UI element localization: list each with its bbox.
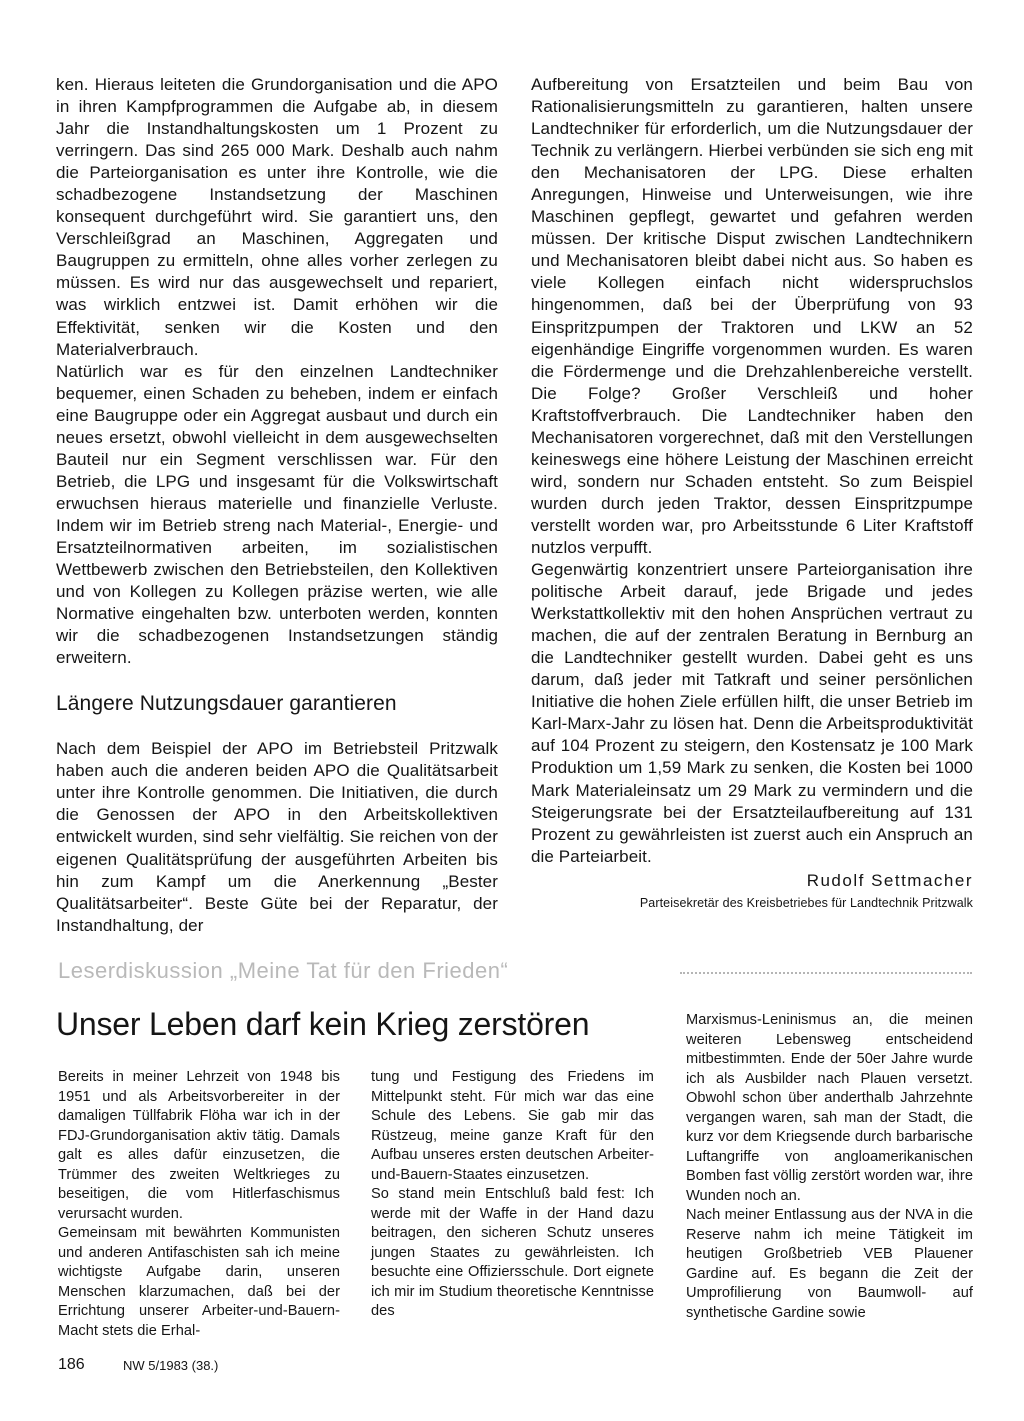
paragraph: So stand mein Entschluß bald fest: Ich werde mit der Waffe in der Hand dazu beitragen, den sicheren Schutz unseres jungen Staates zu gewährleisten. Ich besuchte eine Offiziersschule. Dort eignete ich mir im Studium theoretische Kenntnisse des: [371, 1186, 654, 1319]
author-name: Rudolf Settmacher: [806, 870, 973, 890]
paragraph: Bereits in meiner Lehrzeit von 1948 bis 1951 und als Arbeitsvorbereiter in der damaligen Tüllfabrik Flöha war ich in der FDJ-Grundorganisation aktiv tätig. Damals galt es alles dafür einzusetzen, die Trümmer des zweiten Weltkrieges zu beseitigen, die vom Hitlerfaschismus verursacht wurden.: [58, 1069, 340, 1222]
section-subheading: Längere Nutzungsdauer garantieren: [56, 692, 397, 716]
paragraph: ken. Hieraus leiteten die Grundorganisation und die APO in ihren Kampfprogrammen die Aufgabe ab, in diesem Jahr die Instandhaltungskosten um 1 Prozent zu verringern. Das sind 265 000 Mark. Deshalb auch nahm die Parteiorganisation es unter ihre Kontrolle, wie die schadbezogene Instandsetzung der Maschinen konsequent durchgeführt wird. Sie garantiert uns, den Verschleißgrad an Maschinen, Aggregaten und Baugruppen zu ermitteln, ohne alles vorher zerlegen zu müssen. Es wird nur das ausgewechselt und repariert, was wirklich entzwei ist. Damit erhöhen wir die Effektivität, senken wir die Kosten und den Materialverbrauch.: [56, 75, 498, 359]
kicker-divider: [680, 972, 972, 974]
paragraph: tung und Festigung des Friedens im Mittelpunkt steht. Für mich war das eine Schule des Lebens. Sie gab mir das Rüstzeug, meine ganze Kraft für den Aufbau unseres ersten deutschen Arbeiter-und-Bauern-Staates einzusetzen.: [371, 1069, 654, 1183]
article-top-left-column: [56, 74, 498, 937]
article-top-right-column: [531, 74, 973, 911]
paragraph: Gegenwärtig konzentriert unsere Parteiorganisation ihre politische Arbeit darauf, jede Brigade und jedes Werkstattkollektiv mit den hohen Ansprüchen vertraut zu machen, die auf der zentralen Beratung in Bernburg an die Landtechniker gestellt wurden. Dabei geht es uns darum, daß jeder mit Tatkraft und seiner persönlichen Initiative die hohen Ziele erfüllen hilft, die unser Betrieb im Karl-Marx-Jahr zu lösen hat. Denn die Arbeitsproduktivität auf 104 Prozent zu steigern, den Kostensatz je 100 Mark Produktion um 1,59 Mark zu senken, die Kosten bei 1000 Mark Materialeinsatz um 29 Mark zu vermindern und die Steigerungsrate bei der Ersatzteilaufbereitung auf 131 Prozent zu gewährleisten ist zuerst auch ein Anspruch an die Parteiarbeit.: [531, 560, 973, 866]
paragraph: Gemeinsam mit bewährten Kommunisten und anderen Antifaschisten sah ich meine wichtigste Aufgabe darin, unseren Menschen klarzumachen, daß bei der Errichtung unserer Arbeiter-und-Bauern-Macht stets die Erhal-: [58, 1225, 340, 1339]
paragraph: Nach meiner Entlassung aus der NVA in die Reserve nahm ich meine Tätigkeit im heutigen Großbetrieb VEB Plauener Gardine auf. Es begann die Zeit der Umprofilierung von Baumwoll- auf synthetische Gardine sowie: [686, 1207, 973, 1321]
issue-reference: NW 5/1983 (38.): [123, 1358, 219, 1373]
article-bottom-column-3: [686, 1011, 973, 1323]
article-headline: Unser Leben darf kein Krieg zerstören: [56, 1006, 590, 1042]
paragraph: Natürlich war es für den einzelnen Landtechniker bequemer, einen Schaden zu beheben, indem er einfach eine Baugruppe oder ein Aggregat ausbaut und durch ein neues ersetzt, obwohl vielleicht in dem ausgewechselten Bauteil nur ein Segment verschlissen war. Für den Betrieb, die LPG und insgesamt für die Volkswirtschaft erwuchsen hieraus materielle und finanzielle Verluste. Indem wir im Betrieb streng nach Material-, Energie- und Ersatzteilnormativen arbeiten, im sozialistischen Wettbewerb zwischen den Betriebsteilen, den Kollektiven und von Kollegen zu Kollegen präzise werten, wie alle Normative eingehalten bzw. unterboten werden, konnten wir die schadbezogenen Instandsetzungen ständig erweitern.: [56, 361, 498, 668]
article-bottom-column-1: [58, 1068, 340, 1341]
paragraph: Nach dem Beispiel der APO im Betriebsteil Pritzwalk haben auch die anderen beiden APO die Qualitätsarbeit unter ihre Kontrolle genommen. Die Initiativen, die durch die Genossen der APO in den Arbeitskollektiven entwickelt wurden, sind sehr vielfältig. Sie reichen von der eigenen Qualitätsprüfung der ausgeführten Arbeiten bis hin zum Kampf um die Anerkennung „Bester Qualitätsarbeiter“. Beste Güte bei der Reparatur, der Instandhaltung, der: [56, 739, 498, 935]
author-position: Parteisekretär des Kreisbetriebes für Landtechnik Pritzwalk: [639, 895, 973, 910]
paragraph: Aufbereitung von Ersatzteilen und beim Bau von Rationalisierungsmitteln zu garantieren, halten unsere Landtechniker für erforderlich, um die Nutzungsdauer der Technik zu verlängern. Hierbei verbünden sie sich eng mit den Mechanisatoren der LPG. Diese erhalten Anregungen, Hinweise und Unterweisungen, wie ihre Maschinen gepflegt, gewartet und gefahren werden müssen. Der kritische Disput zwischen Landtechnikern und Mechanisatoren bleibt dabei nicht aus. So haben es viele Kollegen einfach nicht widerspruchslos hingenommen, daß bei der Überprüfung von 93 Einspritzpumpen der Traktoren und LKW an 52 eigenhändige Eingriffe vorgenommen wurden. Es waren die Fördermenge und die Drehzahlenbereiche verstellt. Die Folge? Großer Verschleiß und hoher Kraftstoffverbrauch. Die Landtechniker haben den Mechanisatoren vorgerechnet, daß mit den Verstellungen keineswegs eine höhere Leistung der Maschinen erreicht wird, sondern nur Schaden entsteht. So zum Beispiel wurden durch jeden Traktor, dessen Einspritzpumpe verstellt worden war, pro Arbeitsstunde 6 Liter Kraftstoff nutzlos verpufft.: [531, 75, 973, 557]
series-kicker: Leserdiskussion „Meine Tat für den Frieden“: [58, 958, 509, 983]
article-bottom-column-2: [371, 1068, 654, 1322]
page-number: 186: [58, 1356, 85, 1373]
paragraph: Marxismus-Leninismus an, die meinen weiteren Lebensweg entscheidend mitbestimmten. Ende der 50er Jahre wurde ich als Ausbilder nach Plauen versetzt. Obwohl schon über anderthalb Jahrzehnte vergangen waren, sah man der Stadt, die kurz vor dem Kriegsende durch barbarische Luftangriffe von angloamerikanischen Bomben fast völlig zerstört worden war, ihre Wunden noch an.: [686, 1012, 973, 1204]
